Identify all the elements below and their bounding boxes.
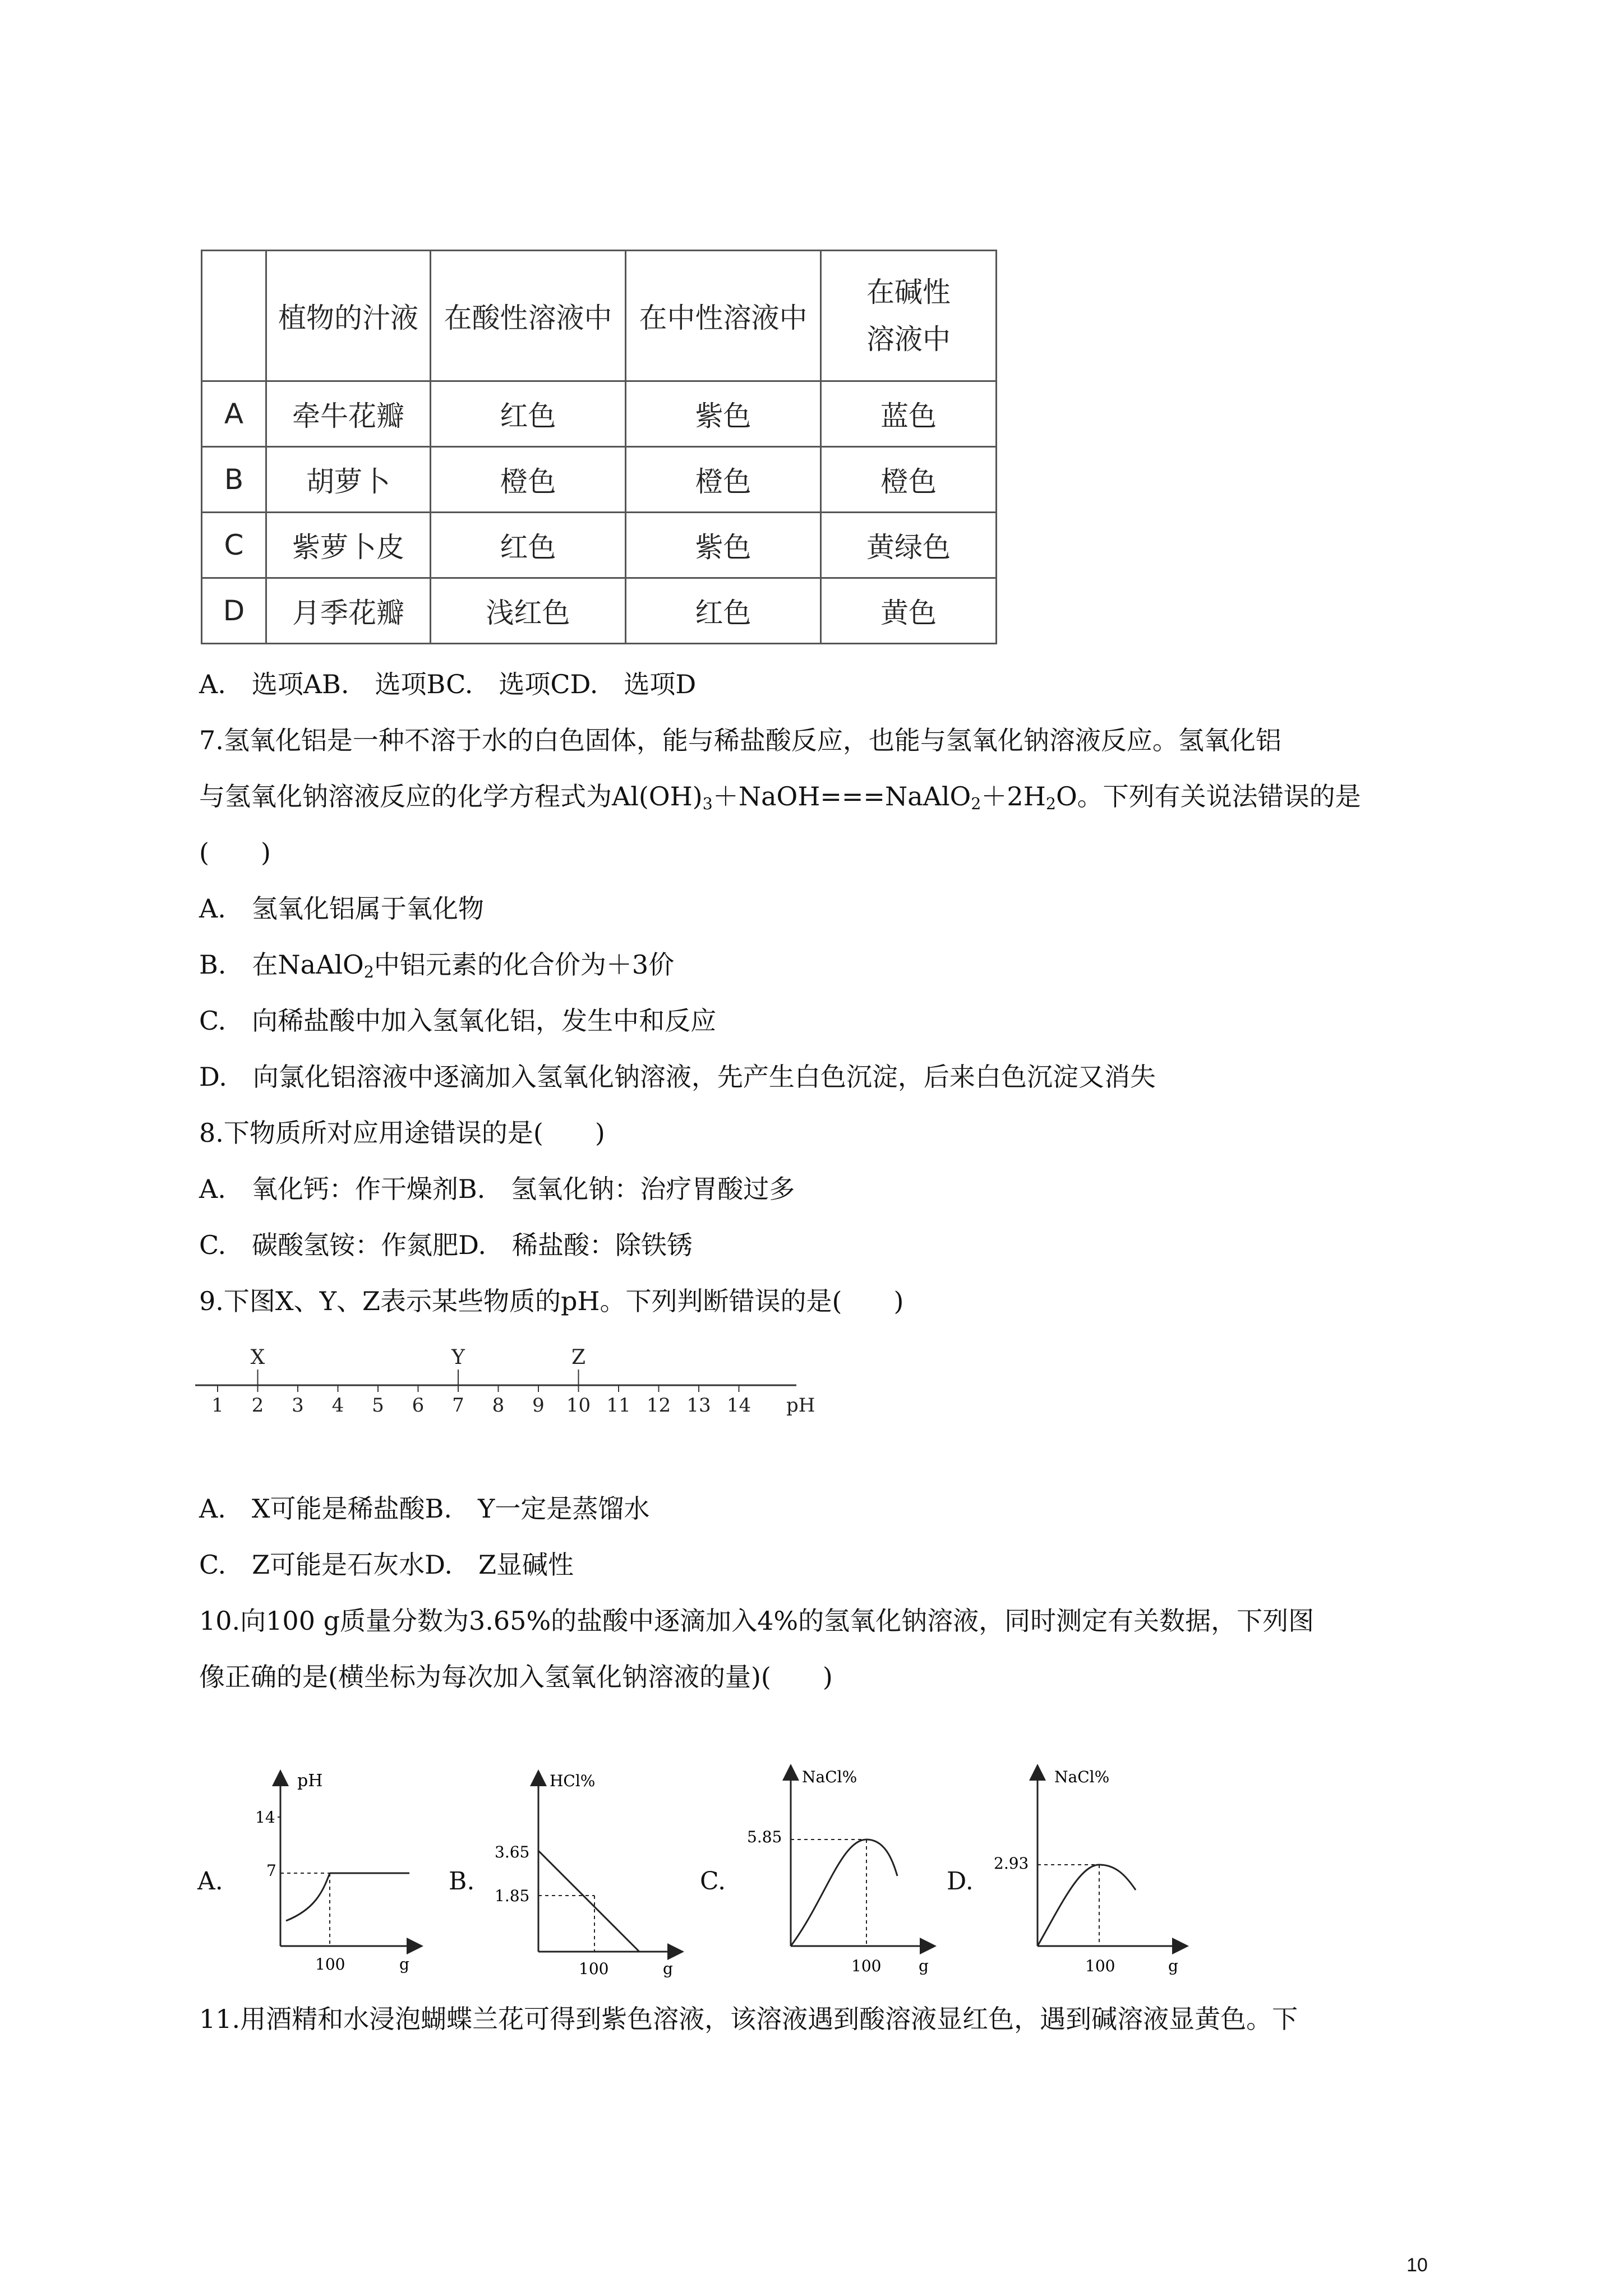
ph-tick-label: 12 <box>646 1394 671 1417</box>
y-axis-label: NaCl% <box>802 1768 857 1786</box>
ph-tick-label: 10 <box>566 1394 591 1417</box>
text-run: B. 在NaAlO <box>199 949 364 980</box>
ph-tick-label: 3 <box>292 1394 304 1417</box>
subscript: 2 <box>1045 795 1056 814</box>
plant-indicator-table <box>201 250 997 644</box>
table-header-cell: 在中性溶液中 <box>626 251 821 381</box>
text-run: 与氢氧化钠溶液反应的化学方程式为Al(OH) <box>199 781 703 812</box>
y-tick-label: 1.85 <box>495 1887 530 1905</box>
ph-tick-label: 6 <box>412 1394 425 1417</box>
ph-marker-label: Y <box>451 1346 465 1369</box>
x-axis-label: g <box>1168 1957 1178 1975</box>
graph-d <box>976 1761 1189 1980</box>
x-tick-label: 100 <box>1085 1957 1115 1975</box>
nacl-curve <box>1038 1865 1136 1946</box>
table-cell: 紫萝卜皮 <box>266 513 431 578</box>
table-cell: 橙色 <box>431 447 626 513</box>
ph-marker-label: X <box>250 1346 265 1369</box>
table-cell: 橙色 <box>821 447 997 513</box>
subscript: 2 <box>971 795 981 814</box>
hcl-decline-line <box>538 1851 639 1952</box>
y-tick-label: 5.85 <box>747 1828 782 1846</box>
table-cell: 红色 <box>626 578 821 644</box>
table-header-cell: 植物的汁液 <box>266 251 431 381</box>
ph-tick-label: 13 <box>686 1394 711 1417</box>
x-axis-label: g <box>399 1955 409 1974</box>
ph-marker-label: Z <box>571 1346 586 1369</box>
ph-tick-label: 1 <box>211 1394 224 1417</box>
table-row <box>202 578 997 644</box>
ph-tick-label: 14 <box>726 1394 751 1417</box>
table-cell: 橙色 <box>626 447 821 513</box>
text-run: ＋2H <box>981 781 1046 812</box>
q9-options-cd: C. Z可能是石灰水D. Z显碱性 <box>199 1550 574 1580</box>
table-cell: D <box>202 578 266 644</box>
table-header-row <box>202 251 997 381</box>
graph-option-d-label: D. <box>947 1867 974 1896</box>
q7-stem-line2 <box>199 780 1361 821</box>
y-tick-label: 3.65 <box>495 1843 530 1861</box>
text-run: O。下列有关说法错误的是 <box>1055 781 1361 812</box>
y-tick-label: 14 <box>255 1808 275 1827</box>
ph-curve <box>286 1873 330 1921</box>
table-cell: 紫色 <box>626 381 821 447</box>
ph-tick-label: 8 <box>492 1394 505 1417</box>
graph-option-b-label: B. <box>449 1867 475 1896</box>
x-tick-label: 100 <box>579 1960 609 1978</box>
table-cell: C <box>202 513 266 578</box>
table-cell: 胡萝卜 <box>266 447 431 513</box>
q8-options-cd: C. 碳酸氢铵：作氮肥D. 稀盐酸：除铁锈 <box>199 1230 693 1260</box>
graph-b <box>482 1767 690 1980</box>
header-line: 在碱性 <box>866 276 951 308</box>
table-header-cell: 在酸性溶液中 <box>431 251 626 381</box>
q10-stem-line1: 10.向100 g质量分数为3.65%的盐酸中逐滴加入4%的氢氧化钠溶液，同时测定有关数据，下列图 <box>199 1606 1315 1636</box>
x-tick-label: 100 <box>315 1955 345 1974</box>
table-row <box>202 381 997 447</box>
y-tick-label: 2.93 <box>994 1854 1029 1873</box>
table-header-cell <box>202 251 266 381</box>
nacl-curve <box>791 1839 897 1946</box>
q9-stem: 9.下图X、Y、Z表示某些物质的pH。下列判断错误的是( ) <box>199 1286 904 1316</box>
graph-option-c-label: C. <box>700 1867 726 1896</box>
y-axis-label: pH <box>297 1771 323 1791</box>
page-number: 10 <box>1407 2254 1428 2276</box>
table-cell: 黄绿色 <box>821 513 997 578</box>
table-row <box>202 447 997 513</box>
q10-stem-line2: 像正确的是(横坐标为每次加入氢氧化钠溶液的量)( ) <box>199 1662 833 1692</box>
y-tick-label: 7 <box>266 1861 276 1880</box>
x-tick-label: 100 <box>851 1957 882 1975</box>
x-axis-label: g <box>919 1957 929 1975</box>
table-cell: 黄色 <box>821 578 997 644</box>
ph-scale-diagram <box>191 1340 824 1419</box>
header-line: 溶液中 <box>866 323 951 356</box>
table-cell: 红色 <box>431 513 626 578</box>
graph-c <box>729 1761 937 1980</box>
subscript: 3 <box>702 795 713 814</box>
q7-option-a: A. 氢氧化铝属于氧化物 <box>199 893 484 924</box>
table-cell: 红色 <box>431 381 626 447</box>
text-run: ＋NaOH===NaAlO <box>712 781 971 812</box>
y-axis-label: HCl% <box>550 1772 596 1790</box>
q7-option-d: D. 向氯化铝溶液中逐滴加入氢氧化钠溶液，先产生白色沉淀，后来白色沉淀又消失 <box>199 1062 1156 1092</box>
q8-stem: 8.下物质所对应用途错误的是( ) <box>199 1118 605 1148</box>
subscript: 2 <box>363 963 374 982</box>
table-cell: 牵牛花瓣 <box>266 381 431 447</box>
table-row <box>202 513 997 578</box>
q6-options: A. 选项AB. 选项BC. 选项CD. 选项D <box>199 669 697 699</box>
q7-stem-line1: 7.氢氧化铝是一种不溶于水的白色固体，能与稀盐酸反应，也能与氢氧化钠溶液反应。氢氧化铝 <box>199 725 1281 755</box>
graph-a <box>247 1767 437 1980</box>
y-axis-label: NaCl% <box>1054 1768 1110 1786</box>
text-run: 中铝元素的化合价为＋3价 <box>374 949 675 980</box>
ph-unit-label: pH <box>786 1394 815 1417</box>
q9-options-ab: A. X可能是稀盐酸B. Y一定是蒸馏水 <box>199 1493 650 1524</box>
q11-stem-line1: 11.用酒精和水浸泡蝴蝶兰花可得到紫色溶液，该溶液遇到酸溶液显红色，遇到碱溶液显黄色。下 <box>199 2004 1298 2034</box>
table-cell: 蓝色 <box>821 381 997 447</box>
ph-tick-label: 2 <box>251 1394 264 1417</box>
ph-ticks <box>211 1385 751 1417</box>
ph-tick-label: 5 <box>372 1394 384 1417</box>
ph-markers <box>251 1346 585 1385</box>
ph-tick-label: 4 <box>331 1394 344 1417</box>
table-cell: A <box>202 381 266 447</box>
graph-option-a-label: A. <box>197 1867 223 1896</box>
q7-option-b <box>199 948 674 989</box>
table-cell: 浅红色 <box>431 578 626 644</box>
x-axis-label: g <box>663 1960 673 1978</box>
table-cell: 紫色 <box>626 513 821 578</box>
table-cell: B <box>202 447 266 513</box>
ph-tick-label: 7 <box>452 1394 464 1417</box>
ph-tick-label: 9 <box>532 1394 545 1417</box>
q7-option-c: C. 向稀盐酸中加入氢氧化铝，发生中和反应 <box>199 1006 717 1036</box>
q7-stem-line3: ( ) <box>199 837 271 868</box>
table-cell: 月季花瓣 <box>266 578 431 644</box>
ph-tick-label: 11 <box>606 1394 631 1417</box>
table-header-cell <box>821 251 997 381</box>
q8-options-ab: A. 氧化钙：作干燥剂B. 氢氧化钠：治疗胃酸过多 <box>199 1174 795 1204</box>
